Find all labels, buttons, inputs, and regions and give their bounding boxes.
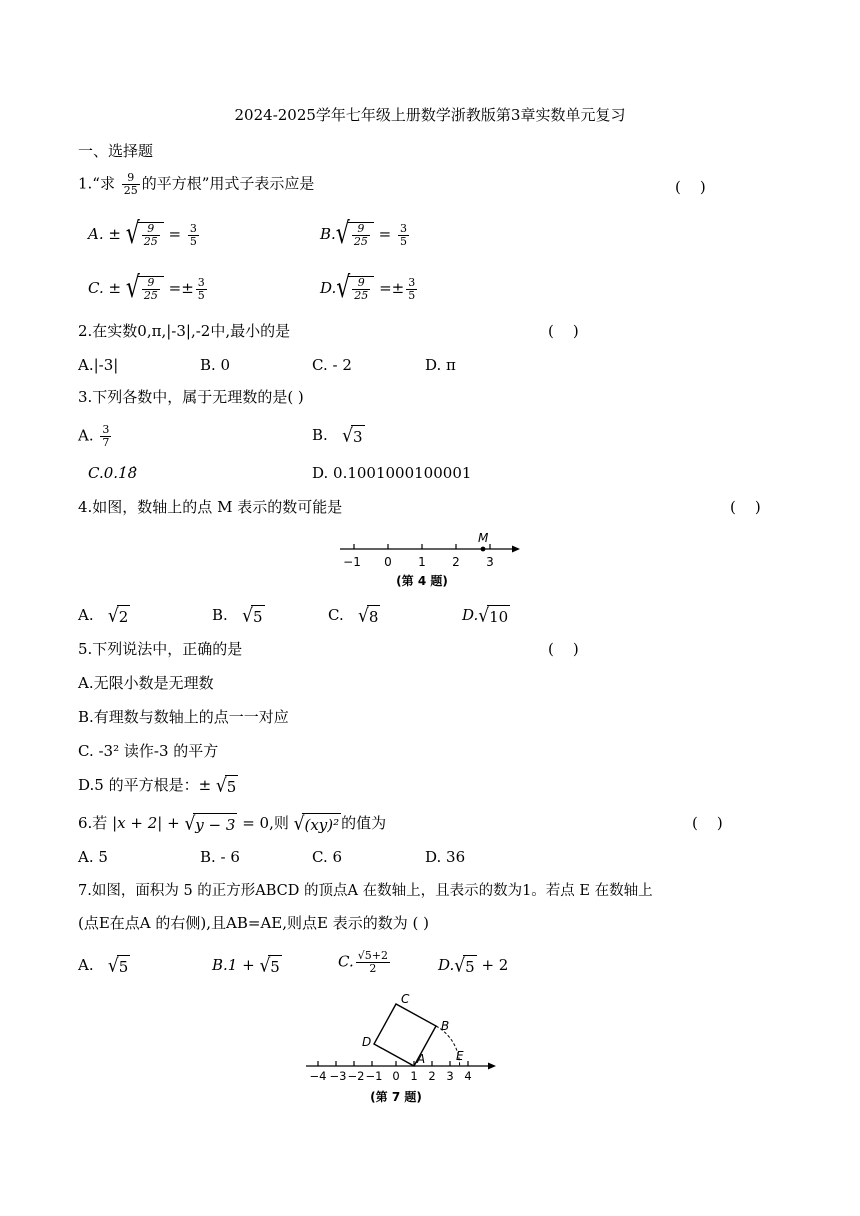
q7-square-figure [300, 988, 510, 1110]
q6-option-a[interactable]: A. 5 [78, 848, 108, 866]
page-title: 2024-2025学年七年级上册数学浙教版第3章实数单元复习 [234, 106, 626, 124]
q1-option-a[interactable]: A. ± √ $\frac{9}{25}$ = $\frac{3}{5}$ [88, 217, 197, 252]
q7-tick-label: 2 [428, 1069, 436, 1083]
section-heading: 一、选择题 [78, 142, 154, 160]
q3-option-c[interactable]: C.0.1̇8̇ [88, 464, 138, 482]
q1-option-b[interactable]: B.√ $\frac{9}{25}$ = $\frac{3}{5}$ [320, 217, 407, 252]
q2-option-c[interactable]: C. - 2 [312, 356, 352, 374]
q7-point-label: D [362, 1035, 372, 1049]
q7-option-c[interactable]: C. $\frac{√5+2}{2}$ [338, 949, 388, 975]
q5-option-a[interactable]: A.无限小数是无理数 [78, 674, 214, 692]
q1-suffix: 的平方根”用式子表示应是 [141, 174, 315, 193]
q7-point-label: E [456, 1049, 464, 1063]
q7-point-label: B [441, 1019, 450, 1033]
q7-tick-label: −4 [309, 1069, 327, 1083]
q4-option-a[interactable]: A. √2 [78, 605, 129, 628]
q5-option-d[interactable]: D.5 的平方根是：± √5 [78, 775, 237, 798]
q4-answer-paren[interactable]: ( ) [730, 498, 761, 516]
q4-tick-label: 3 [486, 555, 494, 569]
question-6-stem: 6.若 |x + 2| + √y − 3 = 0,则 √(xy)² 的值为 [78, 813, 387, 836]
q4-option-d[interactable]: D.√10 [462, 605, 509, 628]
question-7-stem-line-1: 7.如图，面积为 5 的正方形ABCD 的顶点A 在数轴上，且表示的数为1。若点 E 在数轴上 [78, 883, 653, 899]
q7-point-label: C [401, 992, 410, 1006]
q7-point-label: A [417, 1052, 426, 1066]
q4-tick-label: 2 [452, 555, 460, 569]
q6-option-d[interactable]: D. 36 [425, 848, 466, 866]
q7-option-b[interactable]: B.1 + √5 [212, 955, 280, 978]
q2-option-d[interactable]: D. π [425, 356, 456, 374]
q7-tick-label: 0 [392, 1069, 400, 1083]
q6-answer-paren[interactable]: ( ) [692, 814, 723, 832]
q2-option-a[interactable]: A.|-3| [78, 356, 119, 374]
q7-option-a[interactable]: A. √5 [78, 955, 129, 978]
q1-prefix: 1.“求 [78, 174, 115, 193]
q6-option-c[interactable]: C. 6 [312, 848, 343, 866]
q5-option-b[interactable]: B.有理数与数轴上的点一一对应 [78, 708, 289, 726]
q7-tick-label: 1 [410, 1069, 418, 1083]
q6-option-b[interactable]: B. - 6 [200, 848, 240, 866]
q3-option-a[interactable]: A. $\frac{3}{7}$ [78, 423, 110, 449]
arrow-icon [488, 1063, 496, 1070]
q4-tick-label: 0 [384, 555, 392, 569]
question-3-stem: 3.下列各数中，属于无理数的是( ) [78, 388, 304, 406]
q2-option-b[interactable]: B. 0 [200, 356, 231, 374]
q1-answer-paren[interactable]: ( ) [675, 178, 706, 196]
q4-option-c[interactable]: C. √8 [328, 605, 379, 628]
q7-option-d[interactable]: D.√5 + 2 [438, 955, 509, 978]
question-4-stem: 4.如图，数轴上的点 M 表示的数可能是 [78, 498, 343, 516]
question-2-stem: 2.在实数0,π,|-3|,-2中,最小的是 [78, 322, 291, 340]
q7-tick-label: 3 [446, 1069, 454, 1083]
q4-option-b[interactable]: B. √5 [212, 605, 263, 628]
question-1-stem [78, 172, 314, 197]
q3-option-b[interactable]: B. √3 [312, 425, 363, 448]
q7-caption: (第 7 题) [370, 1090, 422, 1104]
q1-option-d[interactable]: D.√ $\frac{9}{25}$ =± $\frac{3}{5}$ [320, 271, 416, 306]
q7-tick-label: 4 [464, 1069, 472, 1083]
q4-tick-label: 1 [418, 555, 426, 569]
q1-fraction: $\frac{9}{25}$ [123, 171, 138, 197]
q4-number-line-figure [330, 528, 530, 594]
question-5-stem: 5.下列说法中，正确的是 [78, 640, 243, 658]
q1-option-c[interactable]: C. ± √ $\frac{9}{25}$ =± $\frac{3}{5}$ [88, 271, 205, 306]
q5-option-c[interactable]: C. -3² 读作-3 的平方 [78, 742, 219, 760]
question-7-stem-line-2[interactable]: (点E在点A 的右侧),且AB=AE,则点E 表示的数为 ( ) [78, 914, 429, 932]
arrow-icon [512, 546, 520, 553]
q5-answer-paren[interactable]: ( ) [548, 640, 579, 658]
q3-option-d[interactable]: D. 0.1001000100001 [312, 464, 472, 482]
q4-point-m [481, 547, 486, 552]
q7-tick-label: −2 [347, 1069, 365, 1083]
q4-caption: (第 4 题) [396, 574, 448, 588]
q4-point-label: M [478, 531, 489, 545]
q7-tick-label: −1 [365, 1069, 383, 1083]
q7-square-abcd [374, 1004, 436, 1066]
q4-tick-label: −1 [343, 555, 361, 569]
q2-answer-paren[interactable]: ( ) [548, 322, 579, 340]
q7-tick-label: −3 [329, 1069, 347, 1083]
